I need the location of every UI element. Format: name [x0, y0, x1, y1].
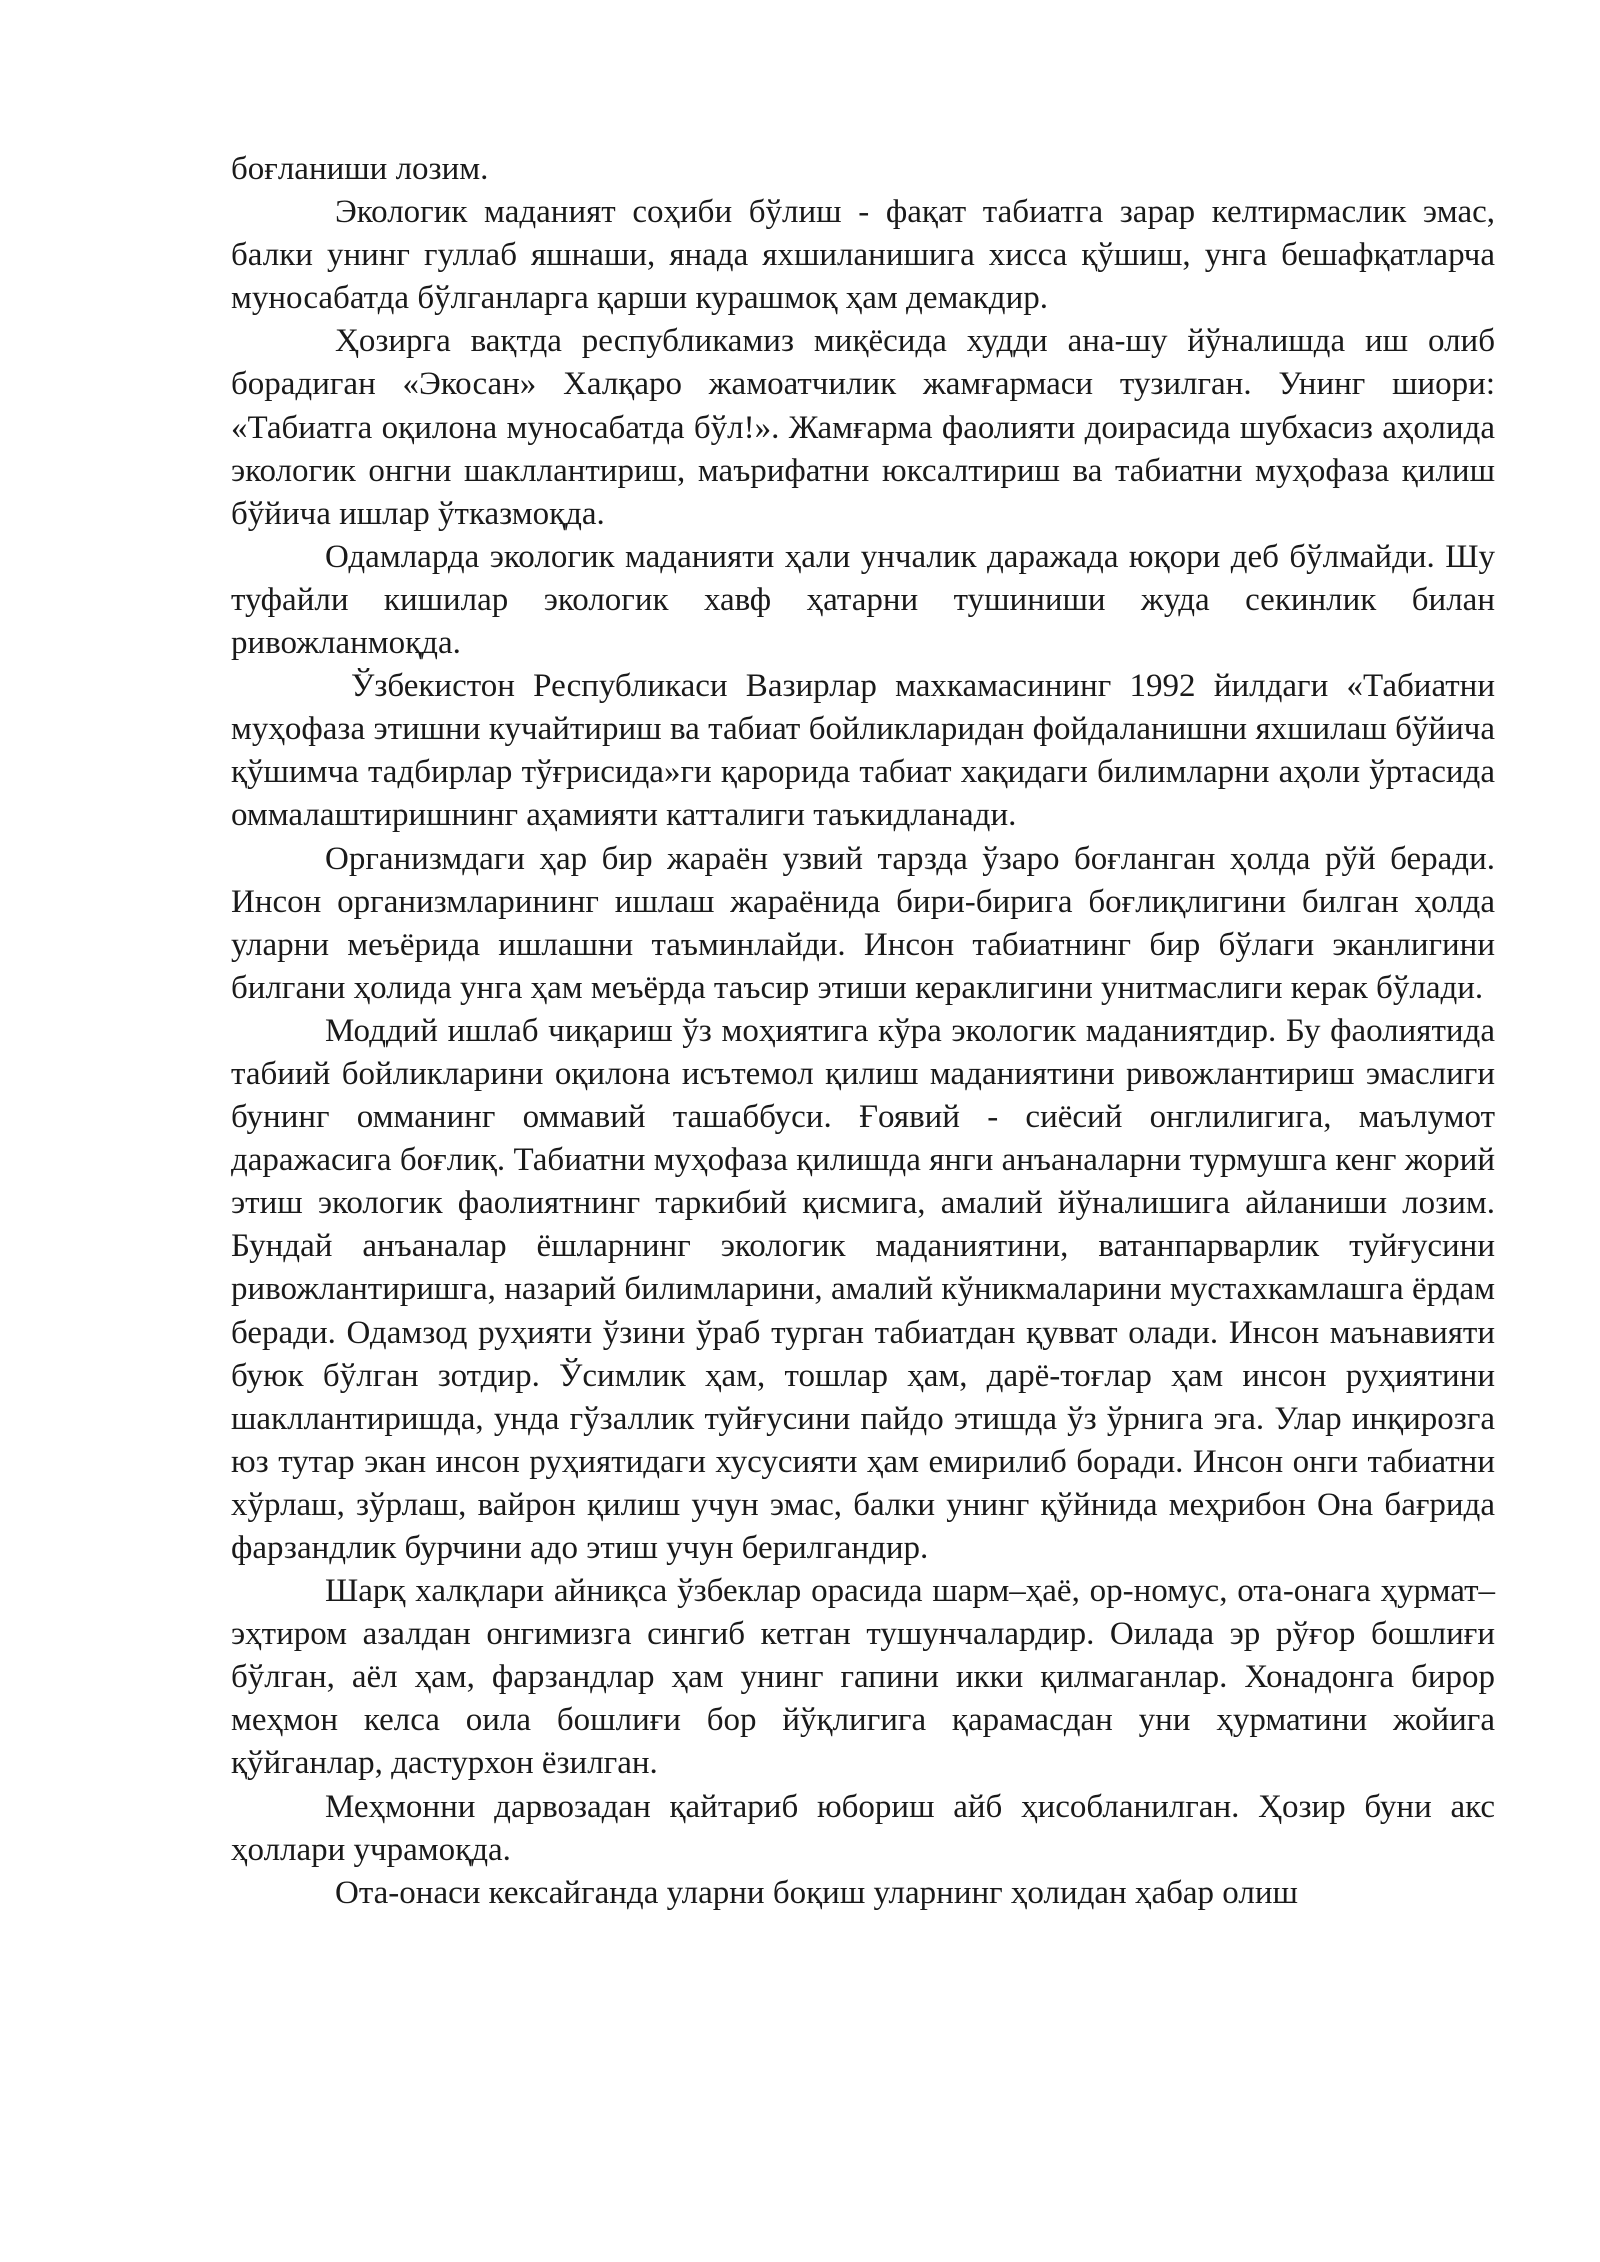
paragraph: Организмдаги ҳар бир жараён узвий тарзда ўзаро боғланган ҳолда рўй беради. Инсон организмларининг ишлаш жараёнида бири-бирига боғлиқлигини билган ҳолда уларни меъёрида ишлашни таъминлайди. Инсон табиатнинг бир бўлаги эканлигини билгани ҳолида унга ҳам меъёрда таъсир этиши кераклигини унитмаслиги керак бўлади.: [231, 840, 1495, 1006]
paragraph: Экологик маданият соҳиби бўлиш - фақат табиатга зарар келтирмаслик эмас, балки унинг гуллаб яшнаши, янада яхшиланишига хисса қўшиш, унга бешафқатларча муносабатда бўлганларга қарши курашмоқ ҳам демакдир.: [231, 194, 1495, 317]
paragraph: Ўзбекистон Республикаси Вазирлар махкамасининг 1992 йилдаги «Табиатни муҳофаза этишни кучайтириш ва табиат бойликларидан фойдаланишни яхшилаш бўйича қўшимча тадбирлар тўғрисида»ги қарорида табиат хақидаги билимларни аҳоли ўртасида оммалаштиришнинг аҳамияти катталиги таъкидланади.: [231, 668, 1495, 834]
paragraph: Меҳмонни дарвозадан қайтариб юбориш айб ҳисобланилган. Ҳозир буни акс ҳоллари учрамоқда.: [231, 1788, 1495, 1868]
paragraph: боғланиши лозим.: [231, 151, 489, 187]
paragraph: Моддий ишлаб чиқариш ўз моҳиятига кўра экологик маданиятдир. Бу фаолиятида табиий бойликларини оқилона исътемол қилиш маданиятини ривожлантириш эмаслиги бунинг омманинг оммавий ташаббуси. Ғоявий - сиёсий онглилигига, маълумот даражасига боғлиқ. Табиатни муҳофаза қилишда янги анъаналарни турмушга кенг жорий этиш экологик фаолиятнинг таркибий қисмига, амалий йўналишига айланиши лозим. Бундай анъаналар ёшларнинг экологик маданиятини, ватанпарварлик туйғусини ривожлантиришга, назарий билимларини, амалий кўникмаларини мустахкамлашга ёрдам беради. Одамзод руҳияти ўзини ўраб турган табиатдан қувват олади. Инсон маънавияти буюк бўлган зотдир. Ўсимлик ҳам, тошлар ҳам, дарё-тоғлар ҳам инсон руҳиятини шакллантиришда, унда гўзаллик туйғусини пайдо этишда ўз ўрнига эга. Улар инқирозга юз тутар экан инсон руҳиятидаги хусусияти ҳам емирилиб боради. Инсон онги табиатни хўрлаш, зўрлаш, вайрон қилиш учун эмас, балки унинг қўйнида меҳрибон Она бағрида фарзандлик бурчини адо этиш учун берилгандир.: [231, 1012, 1495, 1566]
paragraph: Ҳозирга вақтда республикамиз миқёсида худди ана-шу йўналишда иш олиб борадиган «Экосан» Халқаро жамоатчилик жамғармаси тузилган. Унинг шиори: «Табиатга оқилона муносабатда бўл!». Жамғарма фаолияти доирасида шубхасиз аҳолида экологик онгни шакллантириш, маърифатни юксалтириш ва табиатни муҳофаза қилиш бўйича ишлар ўтказмоқда.: [231, 323, 1495, 532]
paragraph: Одамларда экологик маданияти ҳали унчалик даражада юқори деб бўлмайди. Шу туфайли кишилар экологик хавф ҳатарни тушиниши жуда секинлик билан ривожланмоқда.: [231, 538, 1495, 662]
paragraph: Ота-онаси кексайганда уларни боқиш уларнинг ҳолидан ҳабар олиш: [335, 1874, 1298, 1911]
document-body: [231, 148, 1495, 1915]
paragraph: Шарқ халқлари айниқса ўзбеклар орасида шарм–ҳаё, ор-номус, ота-онага ҳурмат–эҳтиром азалдан онгимизга сингиб кетган тушунчалардир. Оилада эр рўғор бошлиғи бўлган, аёл ҳам, фарзандлар ҳам унинг гапини икки қилмаганлар. Хонадонга бирор меҳмон келса оила бошлиғи бор йўқлигига қарамасдан уни ҳурматини жойига қўйганлар, дастурхон ёзилган.: [231, 1573, 1495, 1782]
